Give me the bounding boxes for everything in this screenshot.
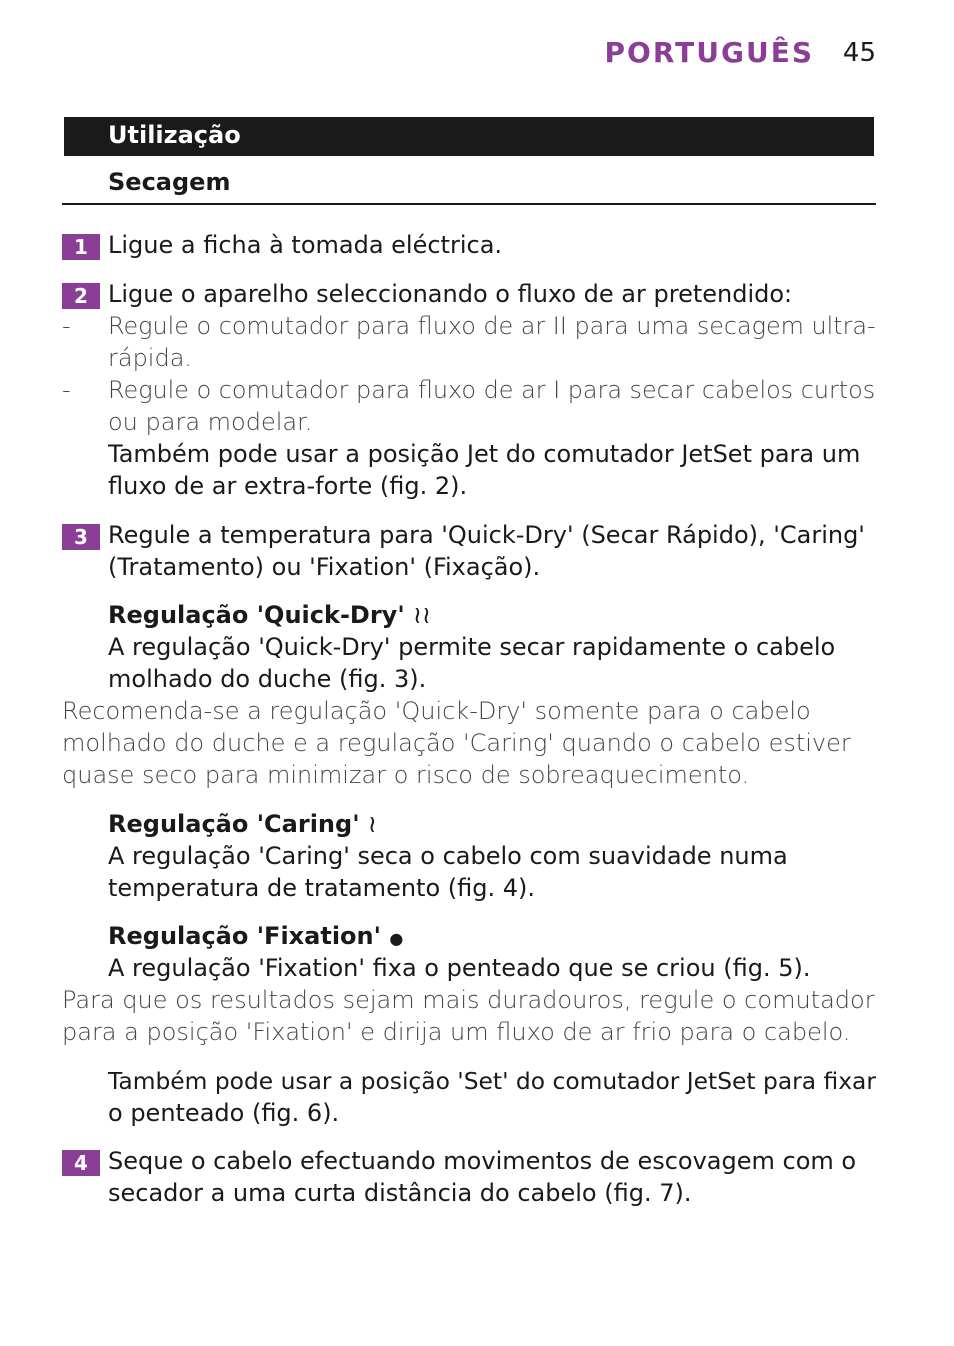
section-title: Utilização	[108, 121, 241, 149]
bullet-1-line-1: Regule o comutador para fluxo de ar II para uma secagem ultra-	[108, 312, 876, 340]
quickdry-symbol-icon: ≀≀	[413, 601, 432, 629]
step-3-line-2: (Tratamento) ou 'Fixation' (Fixação).	[108, 553, 541, 581]
quickdry-line-2: molhado do duche (fig. 3).	[108, 665, 427, 693]
caring-heading-text: Regulação 'Caring'	[108, 810, 360, 838]
fixation-note-1: Para que os resultados sejam mais duradouros, regule o comutador	[62, 986, 875, 1014]
step-number-1: 1	[62, 234, 100, 260]
step-4-line-1: Seque o cabelo efectuando movimentos de escovagem com o	[108, 1147, 857, 1175]
bullet-2-line-2: ou para modelar.	[108, 408, 313, 436]
caring-heading	[108, 810, 377, 838]
fixation-heading	[108, 922, 403, 950]
caring-symbol-icon: ≀	[367, 810, 377, 838]
divider	[62, 203, 876, 205]
language-header: PORTUGUÊS	[604, 36, 814, 69]
step-2-extra-line-1: Também pode usar a posição Jet do comutador JetSet para um	[108, 440, 861, 468]
bullet-2-line-1: Regule o comutador para fluxo de ar I para secar cabelos curtos	[108, 376, 876, 404]
bullet-1-line-2: rápida.	[108, 344, 193, 372]
fixation-extra-1: Também pode usar a posição 'Set' do comutador JetSet para fixar	[108, 1067, 876, 1095]
quickdry-heading	[108, 601, 431, 629]
subsection-title: Secagem	[108, 168, 231, 196]
fixation-line-1: A regulação 'Fixation' fixa o penteado que se criou (fig. 5).	[108, 954, 811, 982]
step-2-extra-line-2: fluxo de ar extra-forte (fig. 2).	[108, 472, 468, 500]
step-3-line-1: Regule a temperatura para 'Quick-Dry' (Secar Rápido), 'Caring'	[108, 521, 865, 549]
fixation-extra-2: o penteado (fig. 6).	[108, 1099, 340, 1127]
bullet-dash: -	[62, 312, 71, 340]
fixation-heading-text: Regulação 'Fixation'	[108, 922, 381, 950]
step-1-text: Ligue a ficha à tomada eléctrica.	[108, 231, 503, 259]
caring-line-2: temperatura de tratamento (fig. 4).	[108, 874, 535, 902]
fixation-dot-icon: ●	[389, 929, 404, 948]
caring-line-1: A regulação 'Caring' seca o cabelo com suavidade numa	[108, 842, 788, 870]
quickdry-note-2: molhado do duche e a regulação 'Caring' quando o cabelo estiver	[62, 729, 851, 757]
step-4-line-2: secador a uma curta distância do cabelo (fig. 7).	[108, 1179, 692, 1207]
fixation-note-2: para a posição 'Fixation' e dirija um fluxo de ar frio para o cabelo.	[62, 1018, 851, 1046]
step-2-text: Ligue o aparelho seleccionando o fluxo de ar pretendido:	[108, 280, 793, 308]
quickdry-line-1: A regulação 'Quick-Dry' permite secar rapidamente o cabelo	[108, 633, 836, 661]
step-number-3: 3	[62, 524, 100, 550]
quickdry-heading-text: Regulação 'Quick-Dry'	[108, 601, 405, 629]
step-number-2: 2	[62, 283, 100, 309]
quickdry-note-3: quase seco para minimizar o risco de sobreaquecimento.	[62, 761, 750, 789]
quickdry-note-1: Recomenda-se a regulação 'Quick-Dry' somente para o cabelo	[62, 697, 811, 725]
page-number: 45	[842, 38, 876, 68]
step-number-4: 4	[62, 1150, 100, 1176]
bullet-dash: -	[62, 376, 71, 404]
